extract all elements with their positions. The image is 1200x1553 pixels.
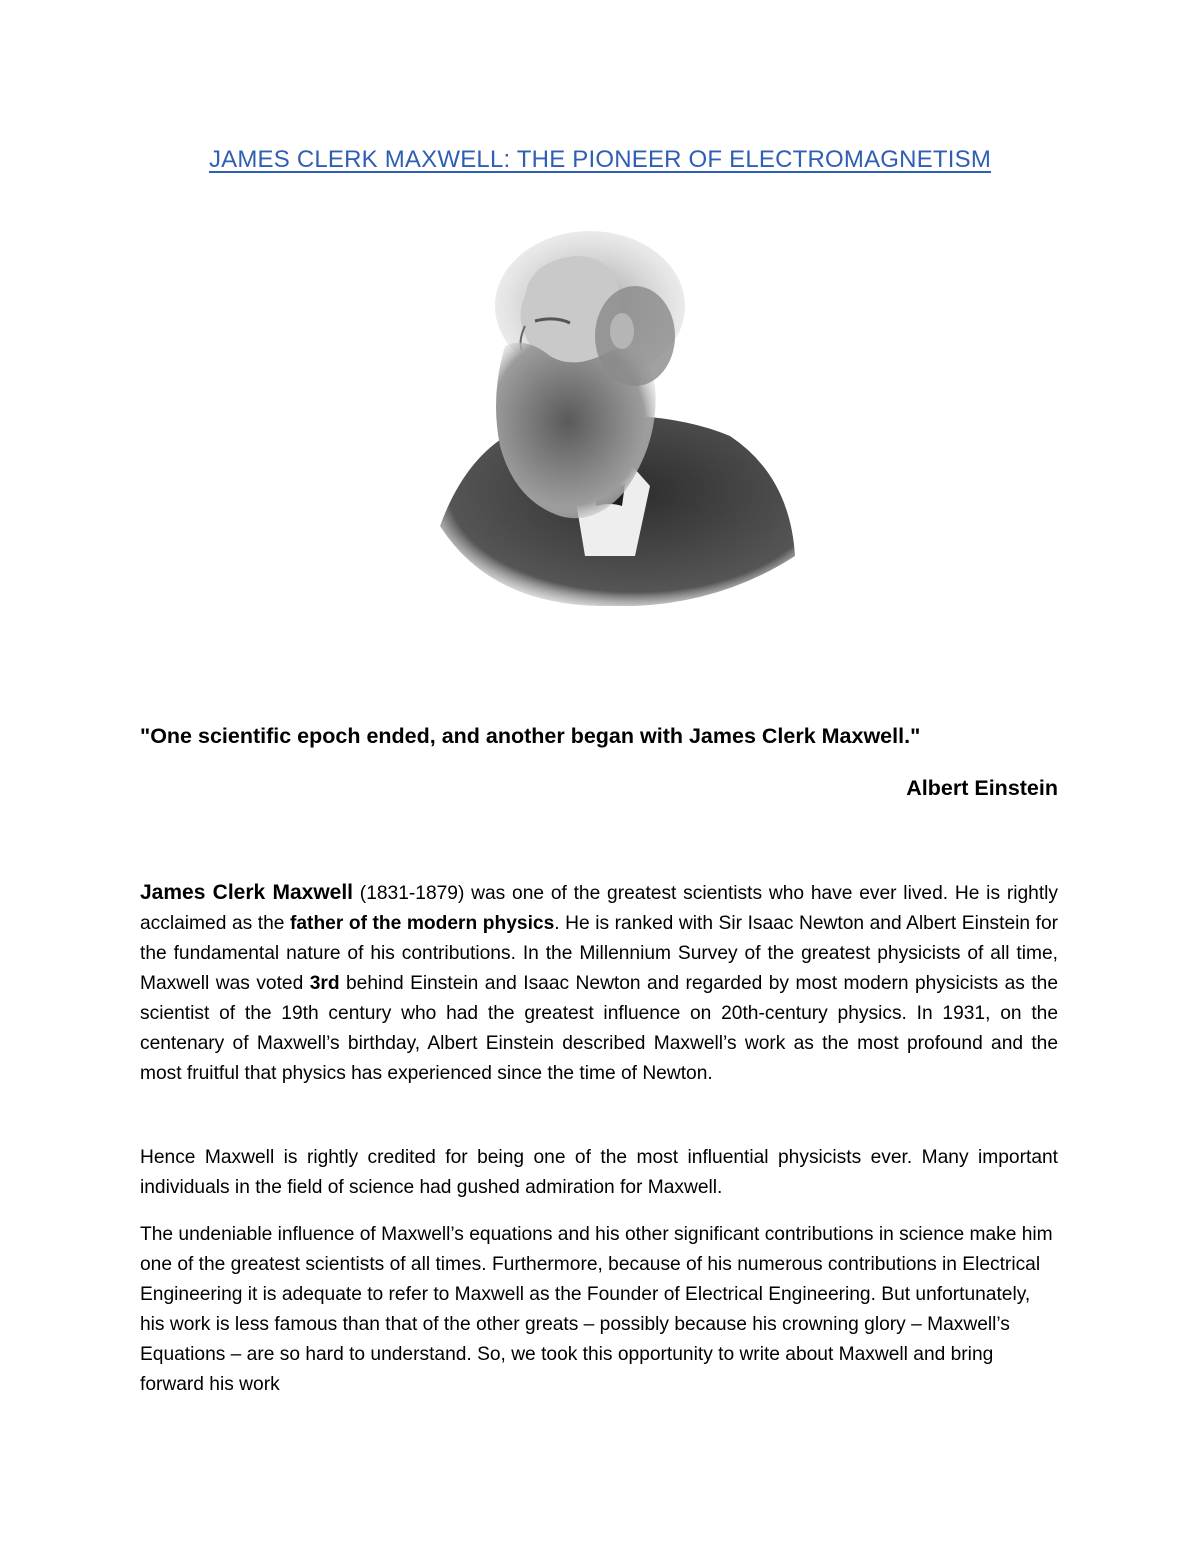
quote-text: "One scientific epoch ended, and another began with James Clerk Maxwell.": [140, 724, 921, 748]
paragraph-text: . He is ranked with Sir Isaac Newton and Albert Einstein for the fundamental nature of his contributions. In the Millennium Survey of the greatest physicists of all time, Maxwell was voted: [140, 913, 1059, 994]
body-paragraph: Hence Maxwell is rightly credited for being one of the most influential physicists ever. Many important individuals in the field of science had gushed admiration for Maxwell.: [140, 1147, 1058, 1198]
subject-name: James Clerk Maxwell: [140, 881, 354, 904]
page-title: JAMES CLERK MAXWELL: THE PIONEER OF ELECTROMAGNETISM: [208, 146, 992, 173]
emphasis-text: father of the modern physics: [290, 913, 555, 934]
body-paragraph: The undeniable influence of Maxwell’s equations and his other significant contributions in science make him one of the greatest scientists of all times. Furthermore, because of his numerous contributions in Electrical Engineering it is adequate to refer to Maxwell as the Founder of Electrical Engineering. But unfortunately, his work is less famous than that of the other greats – possibly because his crowning glory – Maxwell’s Equations – are so hard to understand. So, we took this opportunity to write about Maxwell and bring forward his work: [140, 1224, 1053, 1395]
quote-author: Albert Einstein: [906, 776, 1058, 800]
body-paragraph: [140, 878, 1058, 1089]
paragraph-text: behind Einstein and Isaac Newton and regarded by most modern physicists as the scientist of the 19th century who had the greatest influence on 20th-century physics. In 1931, on the centenary of Maxwell’s birthday, Albert Einstein described Maxwell’s work as the most profound and the most fruitful that physics has experienced since the time of Newton.: [140, 973, 1058, 1084]
portrait-image: [410, 226, 800, 606]
emphasis-text: 3rd: [309, 973, 340, 994]
paragraph-text: (1831-1879) was one of the greatest scientists who have ever lived. He is rightly acclaimed as the: [140, 883, 1058, 934]
